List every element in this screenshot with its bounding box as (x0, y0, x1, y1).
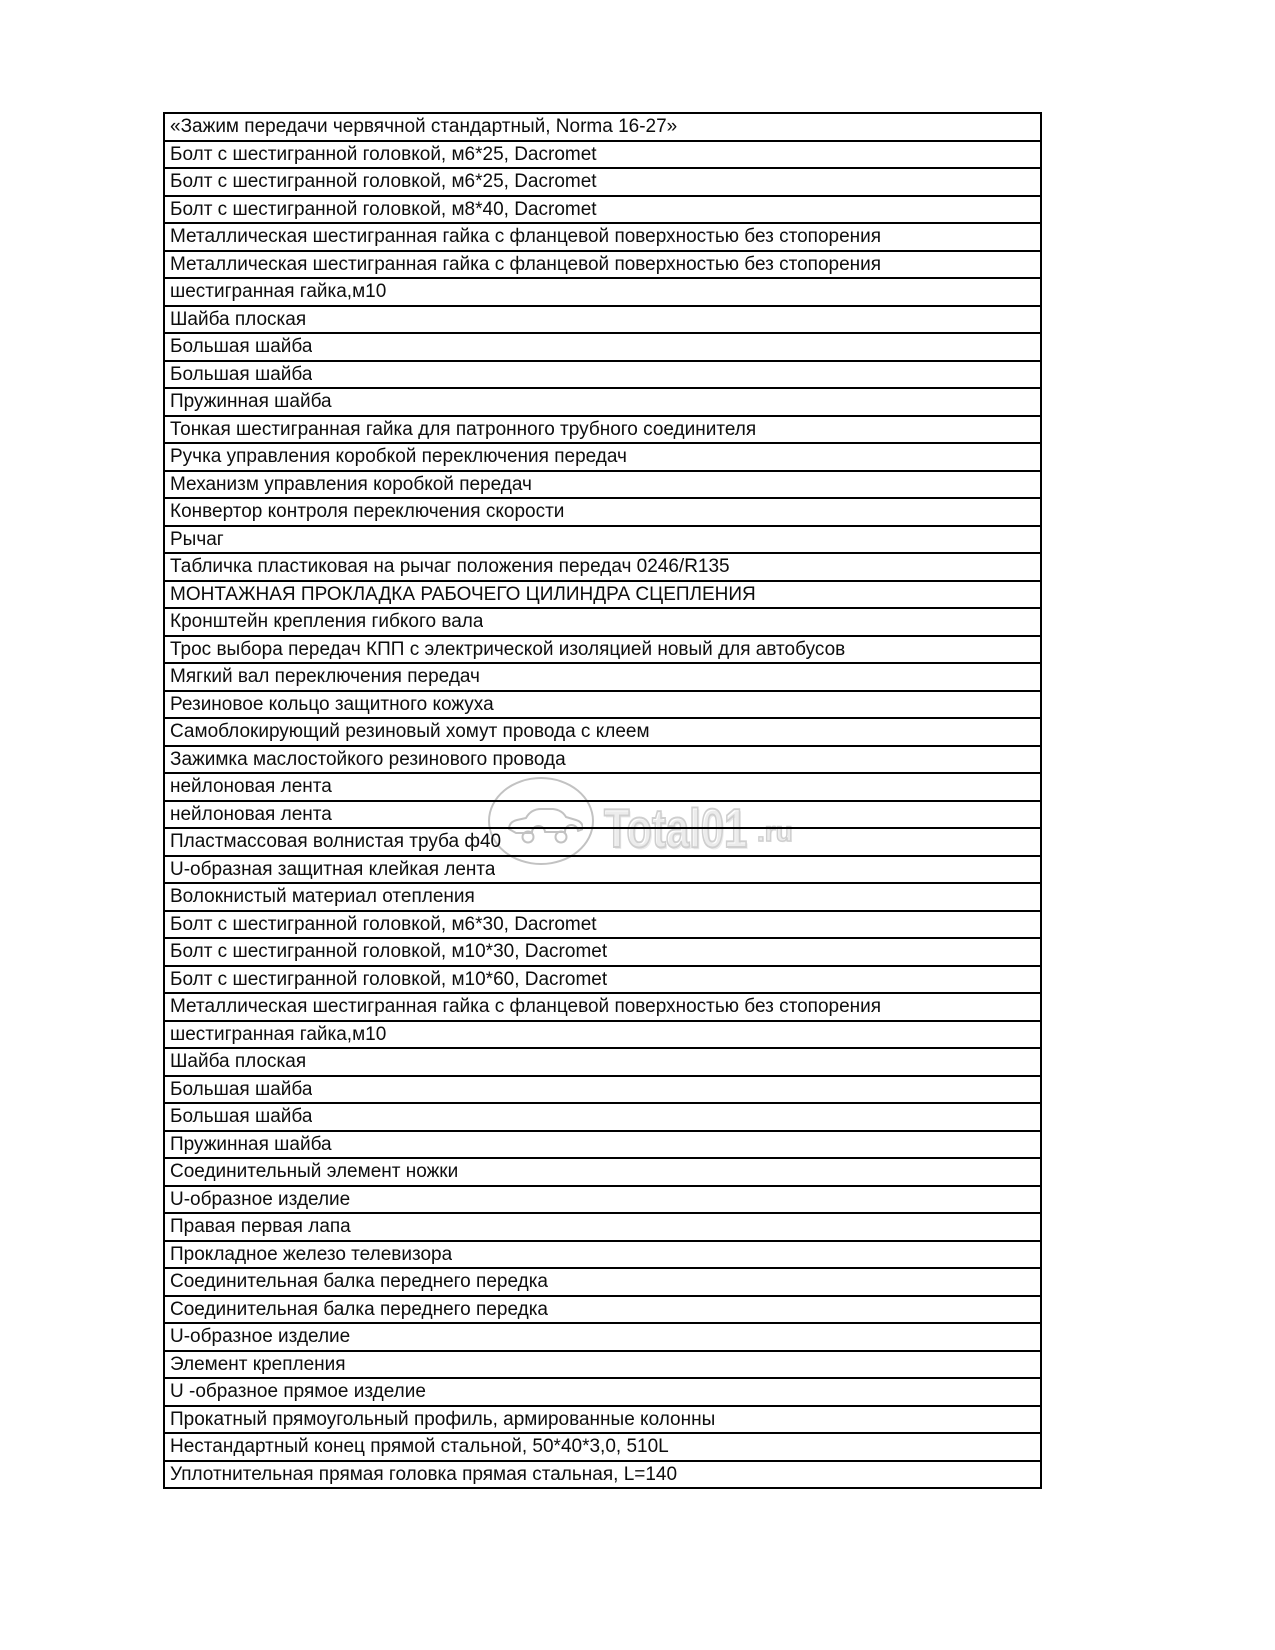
row-text: Пружинная шайба (170, 391, 332, 413)
table-row (165, 1187, 1040, 1215)
row-text: Тонкая шестигранная гайка для патронного трубного соединителя (170, 418, 757, 440)
row-text: Большая шайба (170, 336, 313, 358)
row-text: Шайба плоская (170, 1051, 307, 1073)
row-text: U-образное изделие (170, 1188, 351, 1210)
table-row (165, 1324, 1040, 1352)
table-row (165, 334, 1040, 362)
row-text: Трос выбора передач КПП с электрической изоляцией новый для автобусов (170, 638, 846, 660)
watermark-domain-suffix: .ru (757, 816, 793, 847)
row-text: Кронштейн крепления гибкого вала (170, 611, 484, 633)
table-row (165, 1462, 1040, 1488)
table-row (165, 389, 1040, 417)
table-row (165, 829, 1040, 857)
row-text: Соединительный элемент ножки (170, 1161, 459, 1183)
row-text: Механизм управления коробкой передач (170, 473, 532, 495)
table-row (165, 1049, 1040, 1077)
row-text: U-образная защитная клейкая лента (170, 858, 496, 880)
table-row (165, 912, 1040, 940)
table-row (165, 307, 1040, 335)
table-row (165, 472, 1040, 500)
table-row (165, 114, 1040, 142)
row-text: Металлическая шестигранная гайка с фланцевой поверхностью без стопорения (170, 226, 882, 248)
table-row (165, 1407, 1040, 1435)
row-text: Резиновое кольцо защитного кожуха (170, 693, 494, 715)
table-row (165, 1297, 1040, 1325)
table-row (165, 747, 1040, 775)
table-row (165, 637, 1040, 665)
row-text: Большая шайба (170, 1078, 313, 1100)
row-text: Шайба плоская (170, 308, 307, 330)
row-text: нейлоновая лента (170, 776, 332, 798)
parts-table (163, 112, 1042, 1489)
table-row (165, 1132, 1040, 1160)
table-row (165, 1352, 1040, 1380)
table-row (165, 499, 1040, 527)
row-text: Соединительная балка переднего передка (170, 1271, 548, 1293)
table-row (165, 692, 1040, 720)
table-row (165, 554, 1040, 582)
table-row (165, 1434, 1040, 1462)
row-text: U -образное прямое изделие (170, 1381, 426, 1403)
table-row (165, 1104, 1040, 1132)
row-text: Конвертор контроля переключения скорости (170, 501, 565, 523)
row-text: Нестандартный конец прямой стальной, 50*40*3,0, 510L (170, 1436, 669, 1458)
table-row (165, 884, 1040, 912)
watermark-brand-text: Total01 (604, 797, 748, 859)
table-row (165, 1214, 1040, 1242)
table-row (165, 1379, 1040, 1407)
table-row (165, 1159, 1040, 1187)
row-text: Правая первая лапа (170, 1216, 351, 1238)
table-row (165, 1269, 1040, 1297)
row-text: Табличка пластиковая на рычаг положения передач 0246/R135 (170, 556, 730, 578)
table-row (165, 252, 1040, 280)
row-text: Мягкий вал переключения передач (170, 666, 480, 688)
table-row (165, 362, 1040, 390)
table-row (165, 527, 1040, 555)
row-text: Большая шайба (170, 1106, 313, 1128)
table-row (165, 142, 1040, 170)
table-row (165, 1022, 1040, 1050)
row-text: шестигранная гайка,м10 (170, 281, 387, 303)
row-text: Прокладное железо телевизора (170, 1243, 453, 1265)
table-row (165, 939, 1040, 967)
row-text: Прокатный прямоугольный профиль, армированные колонны (170, 1408, 716, 1430)
table-row (165, 169, 1040, 197)
row-text: Пружинная шайба (170, 1133, 332, 1155)
row-text: Рычаг (170, 528, 224, 550)
row-text: Болт с шестигранной головкой, м6*25, Dacromet (170, 171, 597, 193)
row-text: Болт с шестигранной головкой, м10*30, Dacromet (170, 941, 608, 963)
row-text: Болт с шестигранной головкой, м10*60, Dacromet (170, 968, 608, 990)
table-row (165, 417, 1040, 445)
row-text: Пластмассовая волнистая труба ф40 (170, 831, 502, 853)
row-text: Уплотнительная прямая головка прямая стальная, L=140 (170, 1463, 678, 1485)
row-text: Соединительная балка переднего передка (170, 1298, 548, 1320)
row-text: Зажимка маслостойкого резинового провода (170, 748, 566, 770)
row-text: МОНТАЖНАЯ ПРОКЛАДКА РАБОЧЕГО ЦИЛИНДРА СЦЕПЛЕНИЯ (170, 583, 756, 605)
table-row (165, 1077, 1040, 1105)
row-text: Самоблокирующий резиновый хомут провода с клеем (170, 721, 650, 743)
table-row (165, 444, 1040, 472)
row-text: шестигранная гайка,м10 (170, 1023, 387, 1045)
row-text: Болт с шестигранной головкой, м6*30, Dacromet (170, 913, 597, 935)
table-row (165, 994, 1040, 1022)
table-row (165, 1242, 1040, 1270)
row-text: Большая шайба (170, 363, 313, 385)
table-row (165, 197, 1040, 225)
table-row (165, 719, 1040, 747)
row-text: Болт с шестигранной головкой, м6*25, Dacromet (170, 143, 597, 165)
table-row (165, 967, 1040, 995)
table-row (165, 774, 1040, 802)
table-row (165, 664, 1040, 692)
row-text: Волокнистый материал отепления (170, 886, 475, 908)
row-text: нейлоновая лента (170, 803, 332, 825)
table-row (165, 802, 1040, 830)
table-row (165, 857, 1040, 885)
table-row (165, 609, 1040, 637)
row-text: Ручка управления коробкой переключения передач (170, 446, 627, 468)
row-text: Металлическая шестигранная гайка с фланцевой поверхностью без стопорения (170, 253, 882, 275)
row-text: Болт с шестигранной головкой, м8*40, Dacromet (170, 198, 597, 220)
row-text: «Зажим передачи червячной стандартный, Norma 16-27» (170, 116, 678, 138)
table-row (165, 582, 1040, 610)
row-text: Элемент крепления (170, 1353, 346, 1375)
table-row (165, 279, 1040, 307)
row-text: Металлическая шестигранная гайка с фланцевой поверхностью без стопорения (170, 996, 882, 1018)
table-row (165, 224, 1040, 252)
row-text: U-образное изделие (170, 1326, 351, 1348)
